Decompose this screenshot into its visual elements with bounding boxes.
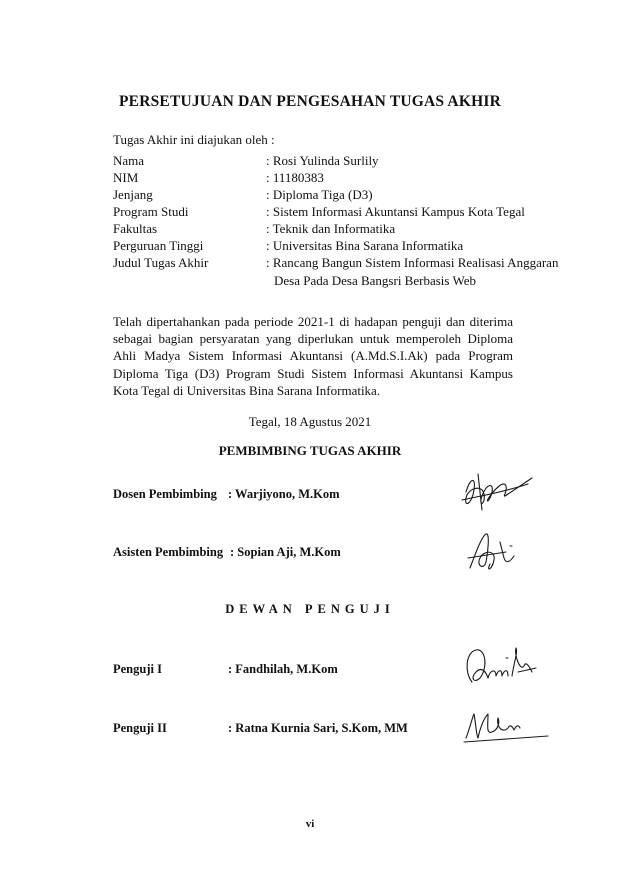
dewan-heading: DEWAN PENGUJI bbox=[225, 602, 395, 616]
signature-penguji-1 bbox=[462, 642, 540, 690]
signature-asisten-pembimbing bbox=[466, 528, 526, 576]
field-value: : Rosi Yulinda Surlily bbox=[266, 153, 379, 168]
field-value: : Teknik dan Informatika bbox=[266, 221, 396, 236]
pembimbing-row-dosen bbox=[113, 487, 340, 502]
penguji-value: : Ratna Kurnia Sari, S.Kom, MM bbox=[228, 721, 408, 735]
field-value: : 11180383 bbox=[266, 170, 324, 185]
intro-text: Tugas Akhir ini diajukan oleh : bbox=[113, 132, 275, 147]
page-title: PERSETUJUAN DAN PENGESAHAN TUGAS AKHIR bbox=[119, 93, 501, 110]
field-label: Jenjang bbox=[113, 187, 153, 202]
pembimbing-label: Asisten Pembimbing bbox=[113, 545, 224, 559]
approval-paragraph: Telah dipertahankan pada periode 2021-1 di hadapan penguji dan diterima sebagai bagian persyaratan yang diperlukan untuk memperoleh Diploma Ahli Madya Sistem Informasi Akuntansi (A.Md.S.I.Ak) pada Program Diploma Tiga (D3) Program Studi Sistem Informasi Akuntansi Kampus Kota Tegal di Universitas Bina Sarana Informatika. bbox=[113, 314, 513, 398]
pembimbing-value: : Sopian Aji, M.Kom bbox=[230, 545, 341, 559]
field-label: Program Studi bbox=[113, 204, 189, 219]
signature-dosen-pembimbing bbox=[460, 470, 540, 515]
penguji-row-1 bbox=[113, 662, 338, 677]
pembimbing-label: Dosen Pembimbing bbox=[113, 487, 217, 501]
field-label: Perguruan Tinggi bbox=[113, 238, 204, 253]
field-value: : Universitas Bina Sarana Informatika bbox=[266, 238, 464, 253]
field-label: Fakultas bbox=[113, 221, 158, 236]
place-date: Tegal, 18 Agustus 2021 bbox=[248, 414, 372, 429]
penguji-value: : Fandhilah, M.Kom bbox=[228, 662, 338, 676]
field-label: NIM bbox=[113, 170, 139, 185]
field-value: : Sistem Informasi Akuntansi Kampus Kota Tegal bbox=[266, 204, 525, 219]
pembimbing-heading: PEMBIMBING TUGAS AKHIR bbox=[218, 443, 402, 458]
pembimbing-value: : Warjiyono, M.Kom bbox=[228, 487, 340, 501]
field-value: : Diploma Tiga (D3) bbox=[266, 187, 373, 202]
field-value-cont: Desa Pada Desa Bangsri Berbasis Web bbox=[274, 273, 476, 288]
penguji-row-2 bbox=[113, 721, 408, 736]
pembimbing-row-asisten bbox=[113, 545, 341, 560]
page-number: vi bbox=[305, 818, 315, 830]
field-label: Judul Tugas Akhir bbox=[113, 255, 209, 270]
field-label: Nama bbox=[113, 153, 145, 168]
penguji-label: Penguji II bbox=[113, 721, 167, 735]
penguji-label: Penguji I bbox=[113, 662, 162, 676]
field-value: : Rancang Bangun Sistem Informasi Realisasi Anggaran bbox=[266, 255, 559, 270]
signature-penguji-2 bbox=[462, 708, 552, 748]
